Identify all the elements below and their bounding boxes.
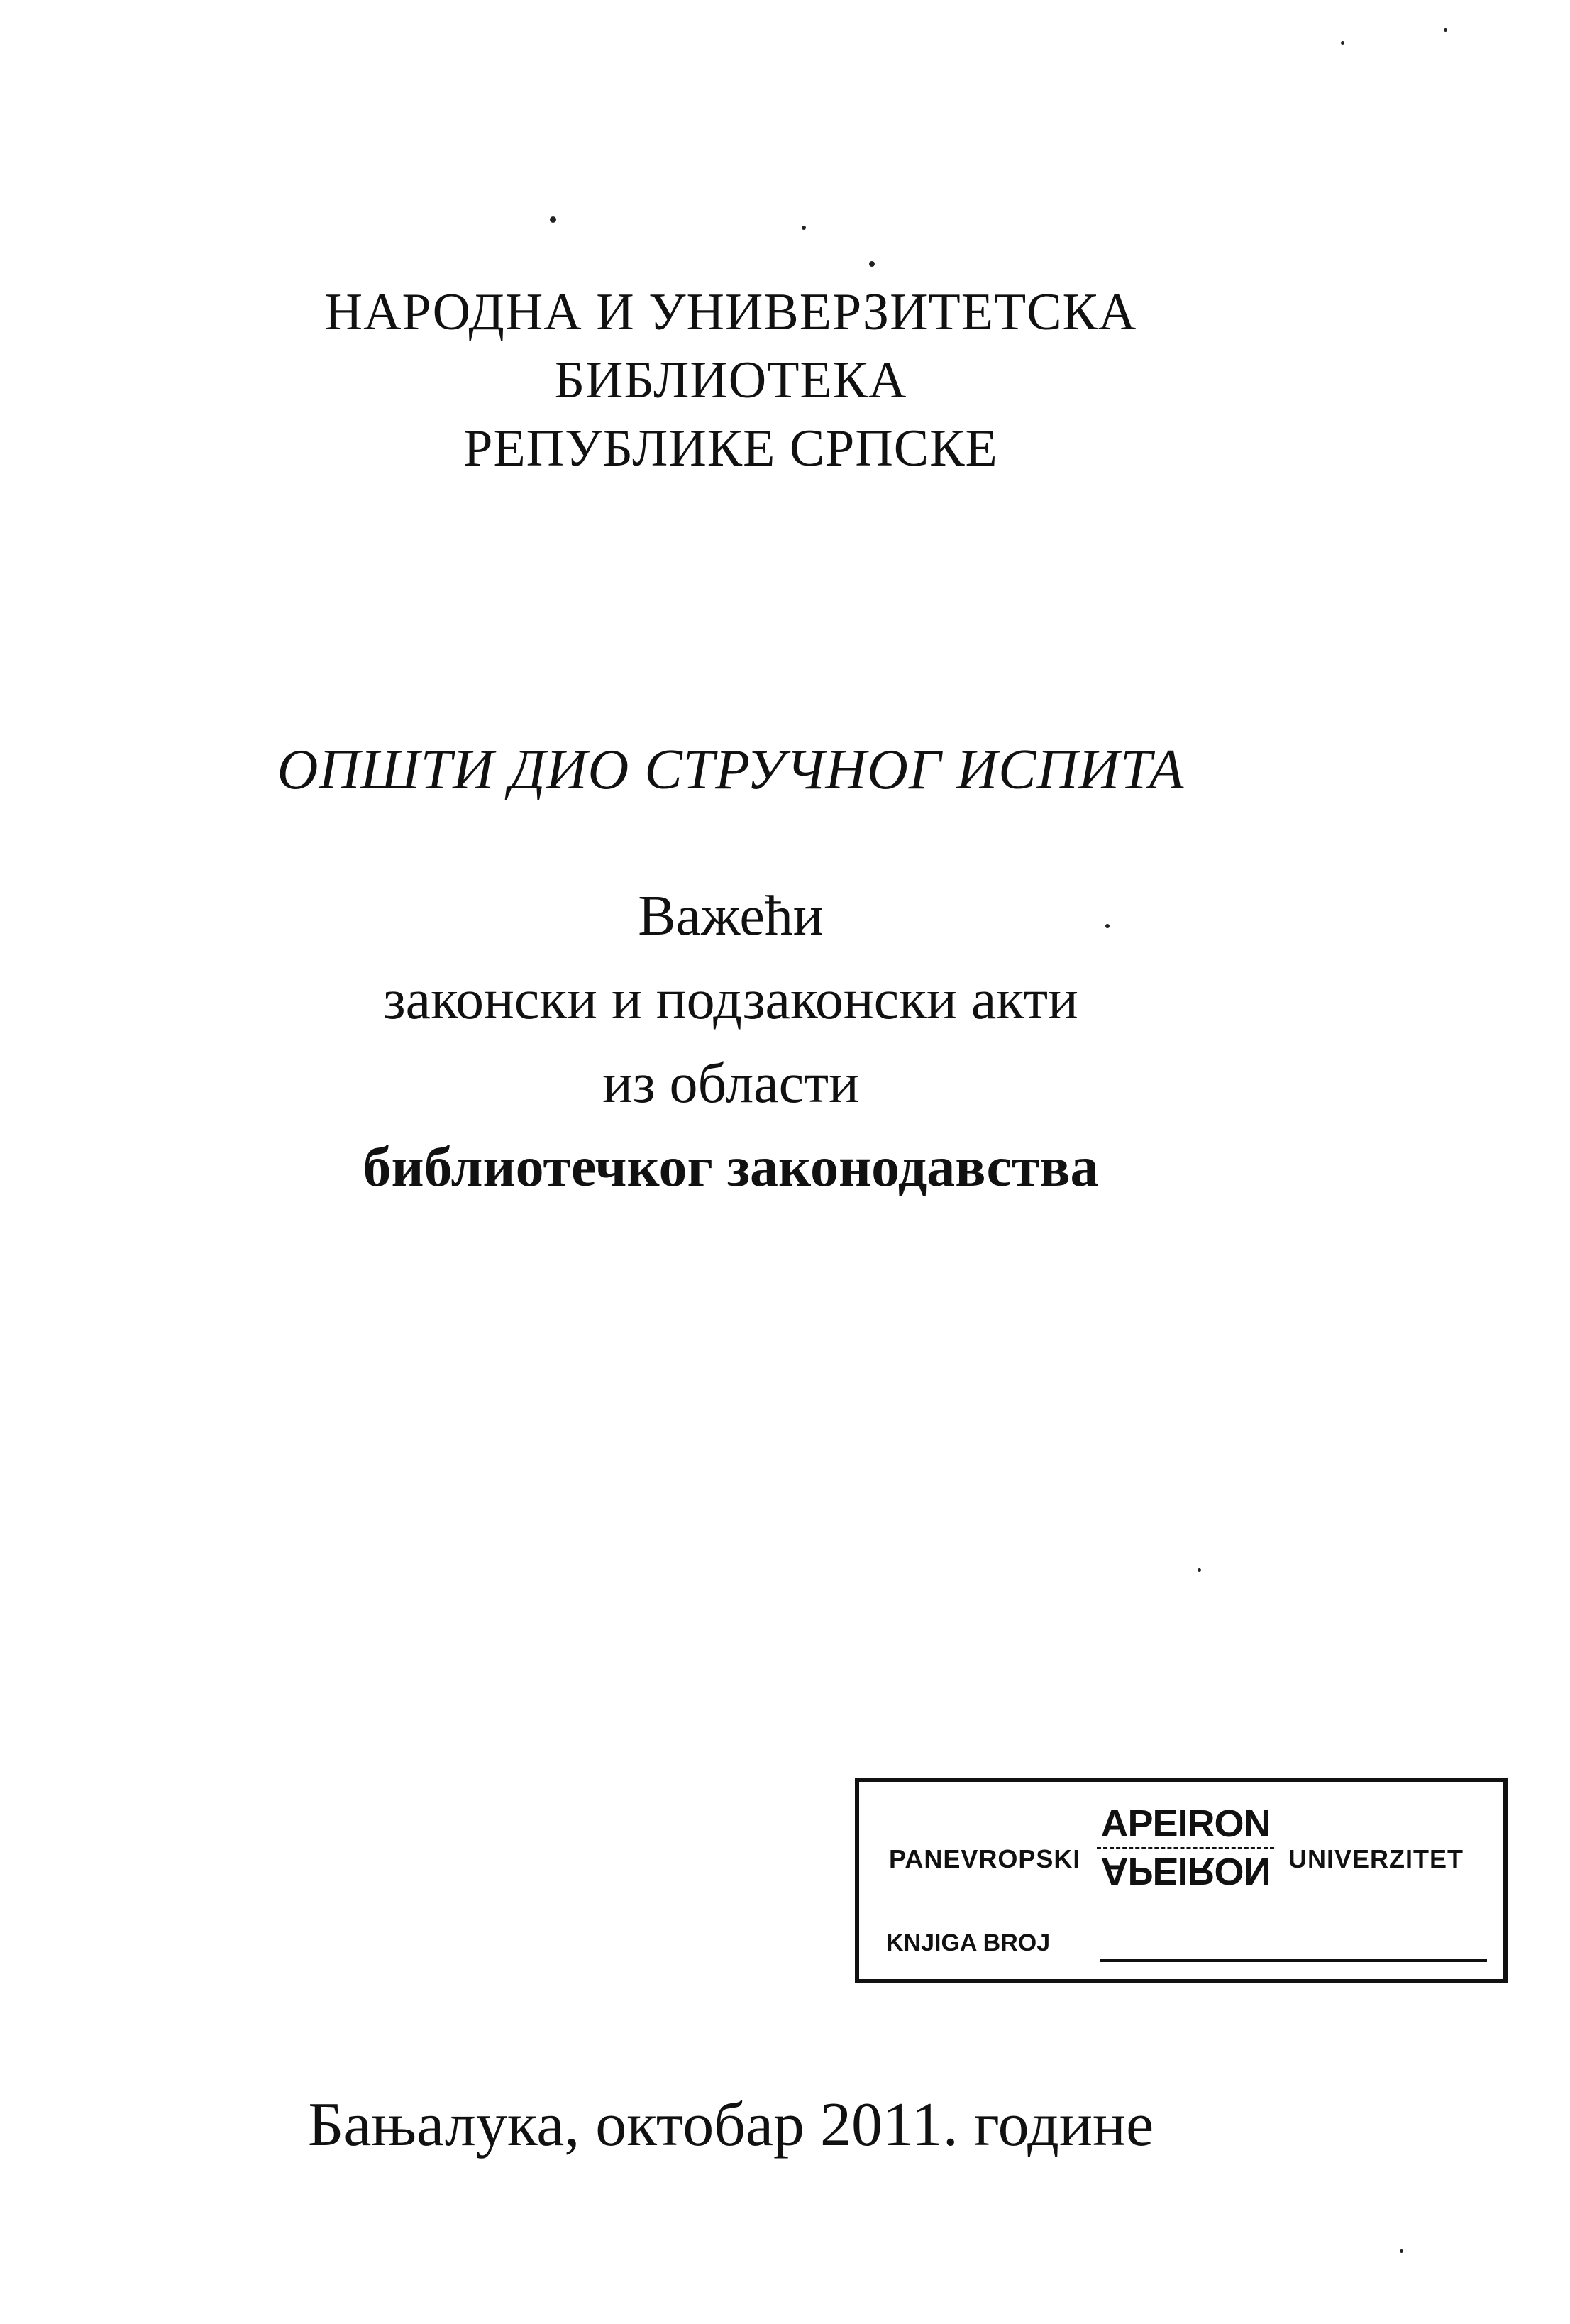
place-and-date: Бањалука, октобар 2011. године — [307, 2091, 1154, 2159]
scan-speck — [802, 226, 806, 230]
stamp-left-text: PANEVROPSKI — [889, 1844, 1081, 1873]
stamp-right-text: UNIVERZITET — [1288, 1844, 1464, 1873]
institution-line-1: НАРОДНА И УНИВЕРЗИТЕТСКА — [324, 283, 1137, 341]
institution-name — [0, 278, 1461, 483]
institution-line-3: РЕПУБЛИКЕ СРПСКЕ — [463, 419, 998, 478]
stamp-book-label: KNJIGA BROJ — [886, 1929, 1051, 1956]
subtitle-line-3: из области — [602, 1052, 859, 1115]
institution-line-2: БИБЛИОТЕКА — [554, 351, 907, 409]
exam-title: ОПШТИ ДИО СТРУЧНОГ ИСПИТА — [277, 739, 1185, 801]
subtitle-line-4: библиотечког законодавства — [363, 1136, 1099, 1199]
subtitle-line-2: законски и подзаконски акти — [383, 969, 1078, 1031]
scan-speck — [1198, 1568, 1201, 1572]
scan-speck — [1400, 2249, 1403, 2253]
subtitle-line-1: Важећи — [638, 885, 824, 947]
scan-speck — [550, 216, 556, 223]
library-stamp — [855, 1778, 1508, 1983]
stamp-book-number-line — [1100, 1959, 1487, 1962]
scan-speck — [1341, 41, 1344, 45]
logo-mirror-text: APEIRON — [1100, 1850, 1271, 1893]
apeiron-logo — [1097, 1802, 1274, 1915]
scan-speck — [869, 261, 875, 267]
document-subtitle — [0, 874, 1461, 1209]
scan-speck — [1444, 28, 1447, 32]
logo-text: APEIRON — [1097, 1802, 1274, 1849]
